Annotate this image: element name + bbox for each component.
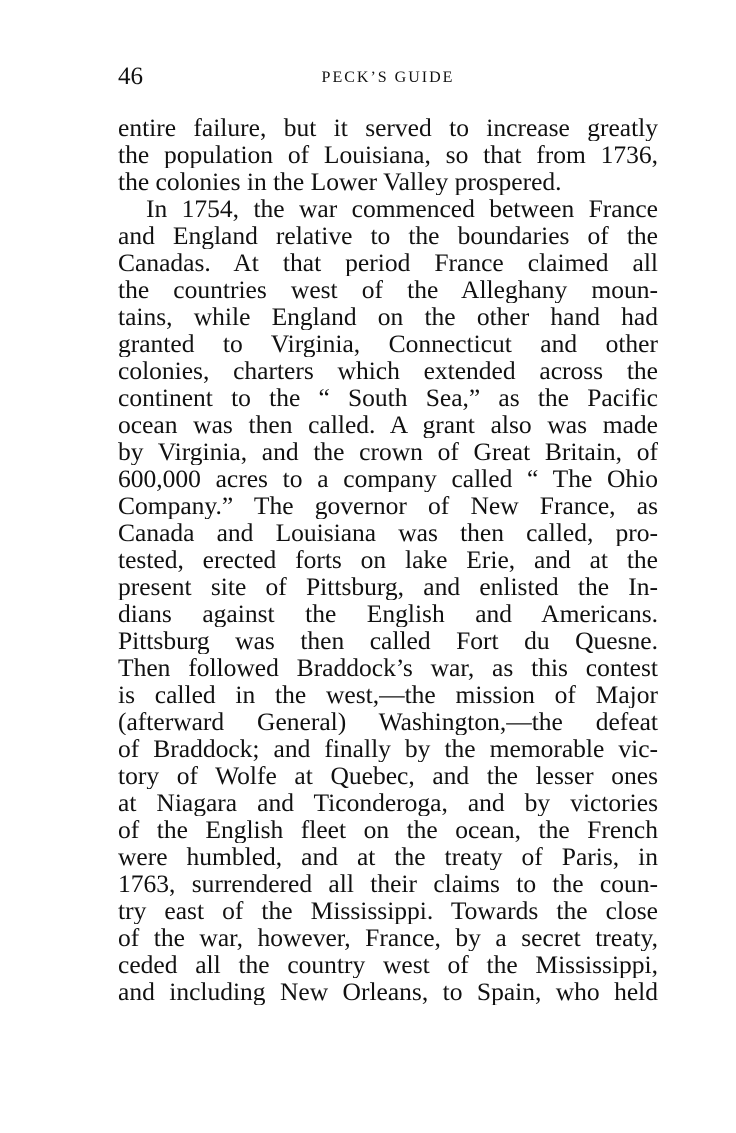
text-line: is called in the west,—the mission of Major	[118, 681, 658, 708]
text-line: tested, erected forts on lake Erie, and at the	[118, 546, 658, 573]
text-line: try east of the Mississippi. Towards the close	[118, 897, 658, 924]
text-line: by Virginia, and the crown of Great Britain, of	[118, 438, 658, 465]
text-line: present site of Pittsburg, and enlisted the In-	[118, 573, 658, 600]
text-line: and including New Orleans, to Spain, who held	[118, 978, 658, 1005]
text-line: Then followed Braddock’s war, as this contest	[118, 654, 658, 681]
text-line: of Braddock; and finally by the memorable vic-	[118, 735, 658, 762]
text-line: 600,000 acres to a company called “ The Ohio	[118, 465, 658, 492]
text-line: of the war, however, France, by a secret treaty,	[118, 924, 658, 951]
paragraph-first-line: In 1754, the war commenced between France	[146, 195, 658, 222]
text-line: ceded all the country west of the Mississippi,	[118, 951, 658, 978]
text-line: entire failure, but it served to increase greatly	[118, 114, 658, 141]
text-line: tory of Wolfe at Quebec, and the lesser ones	[118, 762, 658, 789]
text-line: the colonies in the Lower Valley prospered.	[118, 168, 562, 195]
running-header	[118, 62, 658, 94]
text-line: the population of Louisiana, so that from 1736,	[118, 141, 658, 168]
text-line: the countries west of the Alleghany moun-	[118, 276, 658, 303]
page-number: 46	[118, 63, 143, 90]
text-line: Canada and Louisiana was then called, pro-	[118, 519, 658, 546]
running-title: PECK’S GUIDE	[321, 69, 455, 86]
text-line: at Niagara and Ticonderoga, and by victories	[118, 789, 658, 816]
body-text	[118, 114, 658, 1005]
text-line: (afterward General) Washington,—the defeat	[118, 708, 658, 735]
text-line: Canadas. At that period France claimed all	[118, 249, 658, 276]
text-line: Pittsburg was then called Fort du Quesne.	[118, 627, 658, 654]
text-line: ocean was then called. A grant also was made	[118, 411, 658, 438]
text-line: and England relative to the boundaries of the	[118, 222, 658, 249]
text-line: granted to Virginia, Connecticut and other	[118, 330, 658, 357]
text-line: colonies, charters which extended across the	[118, 357, 658, 384]
text-line: of the English fleet on the ocean, the French	[118, 816, 658, 843]
text-line: were humbled, and at the treaty of Paris, in	[118, 843, 658, 870]
text-line: Company.” The governor of New France, as	[118, 492, 658, 519]
text-line: continent to the “ South Sea,” as the Pacific	[118, 384, 658, 411]
text-line: tains, while England on the other hand had	[118, 303, 658, 330]
text-line: 1763, surrendered all their claims to the coun-	[118, 870, 658, 897]
text-line: dians against the English and Americans.	[118, 600, 658, 627]
